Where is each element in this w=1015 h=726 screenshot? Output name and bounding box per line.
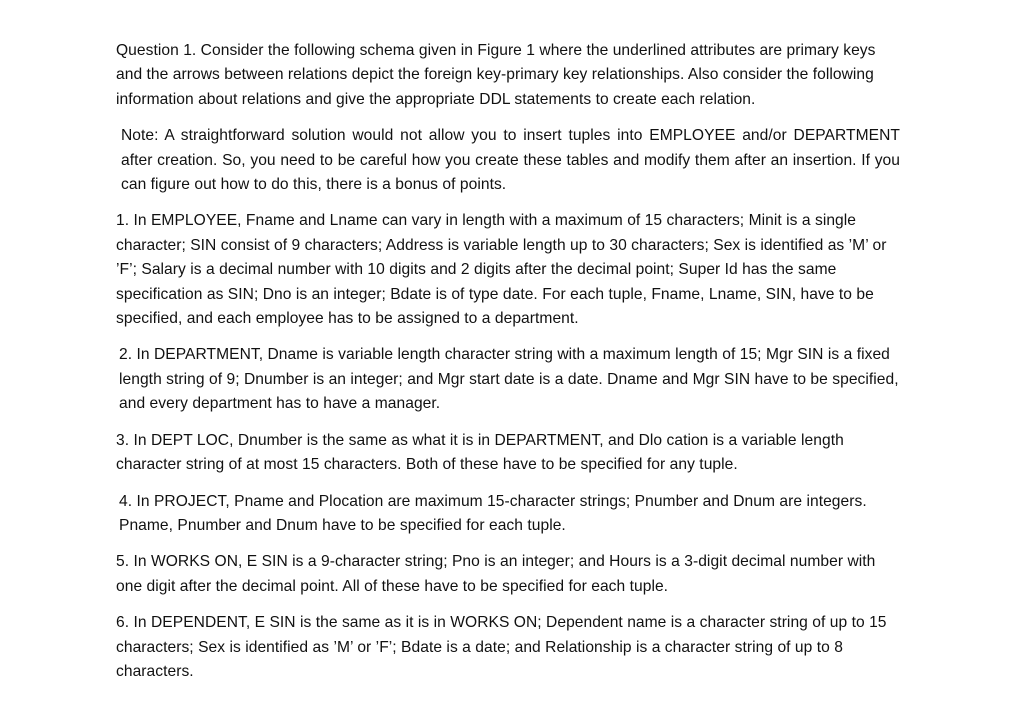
item-dependent: 6. In DEPENDENT, E SIN is the same as it is in WORKS ON; Dependent name is a character string of up to 15 characters; Sex is identified as ’M’ or ’F’; Bdate is a date; and Relationship is a character string of up to 8 characters. xyxy=(116,614,887,680)
item-department: 2. In DEPARTMENT, Dname is variable length character string with a maximum length of 15; Mgr SIN is a fixed length string of 9; Dnumber is an integer; and Mgr start date is a date. Dname and Mgr SIN have to be specified, and every department has to have a manager. xyxy=(119,346,899,413)
question-paragraph: Question 1. Consider the following schema given in Figure 1 where the underlined attributes are primary keys and the arrows between relations depict the foreign key-primary key relationships. Also consider the following information about relations and give the appropriate DDL statements to create each relation. xyxy=(116,42,876,108)
item-works-on: 5. In WORKS ON, E SIN is a 9-character string; Pno is an integer; and Hours is a 3-digit decimal number with one digit after the decimal point. All of these have to be specified for each tuple. xyxy=(116,553,876,595)
item-employee: 1. In EMPLOYEE, Fname and Lname can vary in length with a maximum of 15 characters; Minit is a single character; SIN consist of 9 characters; Address is variable length up to 30 characters; Sex is identified as ’M’ or ’F’; Salary is a decimal number with 10 digits and 2 digits after the decimal point; Super Id has the same specification as SIN; Dno is an integer; Bdate is of type date. For each tuple, Fname, Lname, SIN, have to be specified, and each employee has to be assigned to a department. xyxy=(116,212,887,328)
note-paragraph: Note: A straightforward solution would not allow you to insert tuples into EMPLOYEE and/or DEPARTMENT after creation. So, you need to be careful how you create these tables and modify them after an insertion. If you can figure out how to do this, there is a bonus of points. xyxy=(121,127,900,194)
item-dept-loc: 3. In DEPT LOC, Dnumber is the same as what it is in DEPARTMENT, and Dlo cation is a variable length character string of at most 15 characters. Both of these have to be specified for any tuple. xyxy=(116,431,844,474)
document-page xyxy=(116,39,900,696)
item-project: 4. In PROJECT, Pname and Plocation are maximum 15-character strings; Pnumber and Dnum are integers. Pname, Pnumber and Dnum have to be specified for each tuple. xyxy=(119,492,867,534)
